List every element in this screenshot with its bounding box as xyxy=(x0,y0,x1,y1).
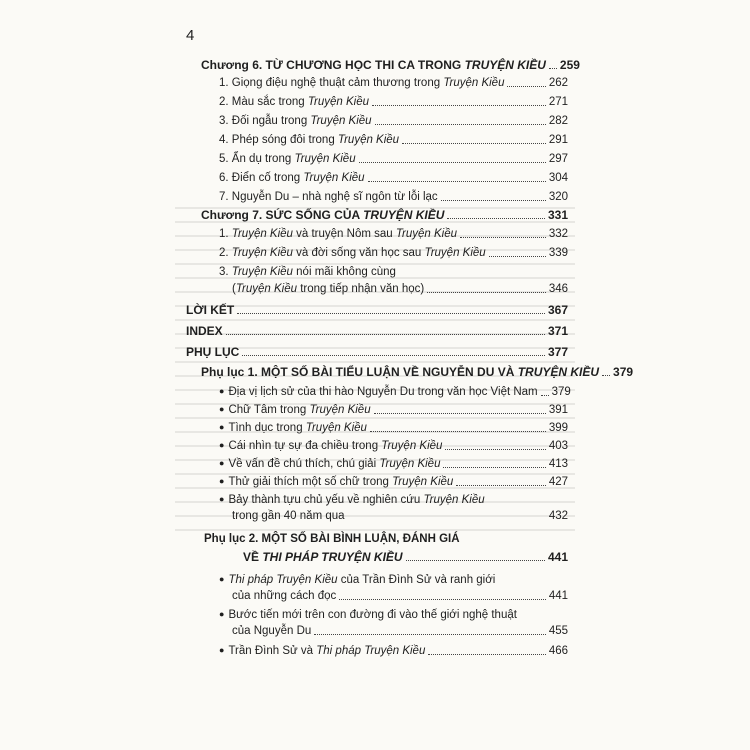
bullet-icon: ● xyxy=(219,386,225,396)
toc-appendix-2[interactable]: VỀ THI PHÁP TRUYỆN KIỀU 441 xyxy=(243,550,568,564)
toc-entry[interactable]: 4. Phép sóng đôi trong Truyện Kiều 291 xyxy=(219,134,568,146)
bullet-icon: ● xyxy=(219,404,225,414)
toc-appendix-2-title[interactable]: Phụ lục 2. MỘT SỐ BÀI BÌNH LUẬN, ĐÁNH GIÁ xyxy=(204,533,460,545)
toc-entry[interactable]: trong gần 40 năm qua 432 xyxy=(232,510,568,522)
toc-entry-line[interactable]: ● Bảy thành tựu chủ yếu về nghiên cứu Truyện Kiều xyxy=(219,494,485,506)
toc-entry[interactable]: của Nguyễn Du 455 xyxy=(232,625,568,637)
bullet-icon: ● xyxy=(219,609,225,619)
toc-loi-ket[interactable]: LỜI KẾT 367 xyxy=(186,303,568,317)
bullet-icon: ● xyxy=(219,422,225,432)
toc-entry-line[interactable]: ● Thi pháp Truyện Kiều của Trần Đình Sử và ranh giới xyxy=(219,574,496,586)
toc-entry[interactable]: ● Thử giải thích một số chữ trong Truyện Kiều 427 xyxy=(219,476,568,488)
toc-entry[interactable]: ● Địa vị lịch sử của thi hào Nguyễn Du trong văn học Việt Nam 379 xyxy=(219,386,571,398)
toc-entry[interactable]: 3. Đối ngẫu trong Truyện Kiều 282 xyxy=(219,115,568,127)
toc-entry-line[interactable]: 3. Truyện Kiều nói mãi không cùng xyxy=(219,266,396,278)
toc-entry[interactable]: ● Tình dục trong Truyện Kiều 399 xyxy=(219,422,568,434)
toc-entry[interactable]: 6. Điển cố trong Truyện Kiều 304 xyxy=(219,172,568,184)
bullet-icon: ● xyxy=(219,494,225,504)
toc-appendix-1[interactable]: Phụ lục 1. MỘT SỐ BÀI TIỂU LUẬN VỀ NGUYỄN DU VÀ TRUYỆN KIỀU 379 xyxy=(201,365,634,379)
toc-entry[interactable]: (Truyện Kiều trong tiếp nhận văn học) 346 xyxy=(232,283,568,295)
bullet-icon: ● xyxy=(219,476,225,486)
toc-entry[interactable]: 1. Giọng điệu nghệ thuật cảm thương trong Truyện Kiều 262 xyxy=(219,77,568,89)
toc-entry[interactable]: 1. Truyện Kiều và truyện Nôm sau Truyện Kiều 332 xyxy=(219,228,568,240)
toc-entry[interactable]: 7. Nguyễn Du – nhà nghệ sĩ ngôn từ lỗi lạc 320 xyxy=(219,191,568,203)
toc-phu-luc[interactable]: PHỤ LỤC 377 xyxy=(186,345,568,359)
bullet-icon: ● xyxy=(219,458,225,468)
toc-chapter-6[interactable]: Chương 6. TỪ CHƯƠNG HỌC THI CA TRONG TRUYỆN KIỀU 259 xyxy=(201,58,580,72)
toc-chapter-7[interactable]: Chương 7. SỨC SỐNG CỦA TRUYỆN KIỀU 331 xyxy=(201,208,568,222)
toc-entry[interactable]: 2. Truyện Kiều và đời sống văn học sau Truyện Kiều 339 xyxy=(219,247,568,259)
toc-index[interactable]: INDEX 371 xyxy=(186,324,568,338)
bullet-icon: ● xyxy=(219,574,225,584)
toc-entry[interactable]: 5. Ẩn dụ trong Truyện Kiều 297 xyxy=(219,153,568,165)
toc-entry[interactable]: ● Cái nhìn tự sự đa chiều trong Truyện Kiều 403 xyxy=(219,440,568,452)
toc-entry[interactable]: ● Về vấn đề chú thích, chú giải Truyện Kiều 413 xyxy=(219,458,568,470)
toc-entry-line[interactable]: ● Bước tiến mới trên con đường đi vào thế giới nghệ thuật xyxy=(219,609,517,621)
toc-entry[interactable]: 2. Màu sắc trong Truyện Kiều 271 xyxy=(219,96,568,108)
bullet-icon: ● xyxy=(219,440,225,450)
toc-entry[interactable]: của những cách đọc 441 xyxy=(232,590,568,602)
toc-entry[interactable]: ● Trần Đình Sử và Thi pháp Truyện Kiều 466 xyxy=(219,645,568,657)
bullet-icon: ● xyxy=(219,645,225,655)
toc-entry[interactable]: ● Chữ Tâm trong Truyện Kiều 391 xyxy=(219,404,568,416)
page-number: 4 xyxy=(186,27,195,44)
